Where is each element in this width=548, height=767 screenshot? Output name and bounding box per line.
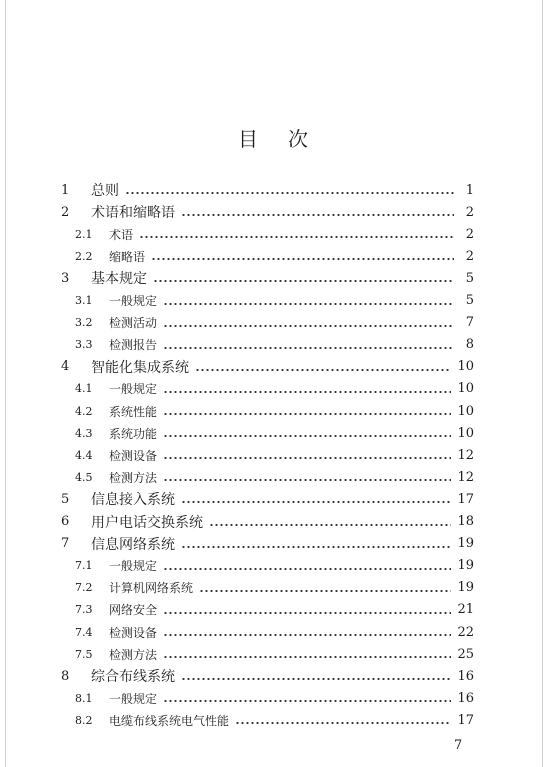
toc-entry-label: 信息网络系统 [91, 536, 175, 553]
toc-section-entry[interactable] [75, 379, 474, 399]
toc-entry-page: 1 [465, 182, 474, 198]
toc-leader-dots [235, 722, 451, 724]
toc-leader-dots [163, 656, 451, 658]
toc-section-entry[interactable] [75, 467, 474, 487]
toc-leader-dots [163, 700, 451, 702]
toc-entry-label: 检测报告 [109, 338, 158, 353]
page-number: 7 [454, 738, 463, 753]
toc-entry-label: 检测方法 [109, 647, 158, 662]
toc-section-entry[interactable] [75, 600, 474, 620]
toc-entry-page: 16 [457, 690, 474, 706]
toc-entry-number: 3 [61, 270, 70, 286]
toc-entry-number: 2.2 [75, 249, 93, 263]
toc-entry-label: 基本规定 [91, 271, 147, 288]
toc-entry-page: 12 [457, 447, 474, 463]
toc-leader-dots [163, 435, 451, 437]
toc-entry-page: 5 [465, 293, 474, 308]
toc-entry-page: 2 [465, 204, 474, 220]
toc-entry-number: 8.2 [75, 713, 93, 727]
toc-entry-number: 4.3 [75, 426, 93, 440]
toc-entry-number: 3.2 [75, 316, 93, 330]
toc-chapter-entry[interactable] [61, 534, 474, 554]
toc-leader-dots [163, 612, 451, 614]
toc-entry-page: 19 [457, 536, 474, 552]
toc-section-entry[interactable] [75, 246, 474, 266]
toc-section-entry[interactable] [75, 578, 474, 598]
toc-entry-number: 2 [61, 204, 70, 220]
toc-entry-number: 8 [61, 668, 70, 684]
toc-entry-number: 7.5 [75, 647, 93, 661]
toc-entry-number: 4.4 [75, 448, 93, 462]
toc-entry-page: 21 [457, 602, 474, 618]
toc-entry-page: 2 [465, 226, 474, 242]
toc-section-entry[interactable] [75, 401, 474, 421]
toc-leader-dots [139, 236, 454, 238]
toc-entry-page: 16 [457, 668, 474, 684]
toc-entry-label: 术语和缩略语 [91, 205, 175, 222]
toc-entry-label: 网络安全 [109, 603, 158, 618]
toc-entry-number: 7.1 [75, 559, 93, 573]
toc-entry-label: 一般规定 [109, 294, 158, 308]
toc-section-entry[interactable] [75, 688, 474, 708]
toc-chapter-entry[interactable] [61, 202, 474, 222]
toc-entry-page: 12 [457, 469, 474, 485]
toc-leader-dots [181, 678, 451, 680]
toc-leader-dots [163, 303, 454, 305]
toc-entry-page: 2 [465, 248, 474, 264]
toc-entry-label: 系统功能 [109, 426, 158, 441]
toc-entry-label: 用户电话交换系统 [91, 514, 203, 531]
toc-section-entry[interactable] [75, 335, 474, 355]
toc-entry-number: 4.2 [75, 404, 93, 418]
toc-chapter-entry[interactable] [61, 666, 474, 686]
toc-leader-dots [163, 413, 451, 415]
toc-entry-label: 一般规定 [109, 382, 158, 397]
toc-entry-label: 电缆布线系统电气性能 [109, 713, 230, 728]
toc-entry-number: 4.5 [75, 470, 93, 484]
toc-entry-number: 5 [61, 491, 70, 507]
title-part-2: 次 [288, 127, 310, 151]
toc-entry-page: 18 [457, 514, 474, 529]
toc-section-entry[interactable] [75, 423, 474, 443]
toc-entry-page: 17 [457, 491, 474, 507]
toc-entry-number: 4.1 [75, 382, 93, 396]
toc-entry-label: 检测方法 [109, 470, 158, 485]
toc-leader-dots [163, 391, 451, 393]
toc-leader-dots [163, 568, 451, 570]
toc-entry-page: 10 [457, 425, 474, 441]
toc-entry-number: 7.3 [75, 603, 93, 617]
toc-entry-number: 1 [61, 182, 70, 198]
toc-chapter-entry[interactable] [61, 489, 474, 509]
toc-entry-page: 7 [465, 315, 474, 331]
toc-entry-number: 8.1 [75, 691, 93, 705]
toc-entry-label: 智能化集成系统 [91, 359, 189, 376]
toc-leader-dots [163, 634, 451, 636]
toc-entry-page: 22 [457, 624, 474, 640]
toc-entry-page: 17 [457, 712, 474, 728]
toc-entry-number: 4 [61, 359, 70, 375]
title-part-1: 目 [238, 127, 260, 151]
toc-entry-label: 总则 [91, 183, 119, 199]
toc-entry-label: 术语 [109, 227, 134, 242]
toc-leader-dots [199, 590, 451, 592]
toc-entry-label: 检测设备 [109, 448, 158, 463]
toc-entry-number: 7.2 [75, 581, 93, 595]
toc-entry-label: 综合布线系统 [91, 669, 175, 686]
toc-entry-page: 5 [465, 270, 474, 286]
toc-section-entry[interactable] [75, 622, 474, 642]
toc-entry-label: 信息接入系统 [91, 492, 175, 509]
toc-leader-dots [163, 347, 454, 349]
toc-section-entry[interactable] [75, 224, 474, 244]
toc-chapter-entry[interactable] [61, 512, 474, 532]
toc-section-entry[interactable] [75, 556, 474, 576]
toc-section-entry[interactable] [75, 710, 474, 730]
toc-leader-dots [209, 524, 451, 526]
toc-leader-dots [151, 258, 454, 260]
toc-leader-dots [195, 369, 451, 371]
toc-chapter-entry[interactable] [61, 180, 474, 200]
page-title [0, 123, 548, 152]
toc-entry-number: 3.3 [75, 338, 93, 352]
toc-chapter-entry[interactable] [61, 268, 474, 288]
toc-leader-dots [163, 479, 451, 481]
toc-entry-page: 8 [465, 337, 474, 353]
toc-entry-label: 一般规定 [109, 691, 158, 706]
toc-entry-page: 19 [457, 558, 474, 574]
toc-entry-number: 7 [61, 536, 70, 552]
toc-section-entry[interactable] [75, 445, 474, 465]
toc-leader-dots [125, 192, 454, 194]
toc-entry-label: 系统性能 [109, 404, 158, 419]
toc-leader-dots [181, 546, 451, 548]
toc-entry-label: 一般规定 [109, 559, 158, 574]
toc-section-entry[interactable] [75, 644, 474, 664]
toc-leader-dots [163, 457, 451, 459]
toc-leader-dots [181, 214, 454, 216]
toc-entry-number: 2.1 [75, 227, 93, 241]
toc-entry-label: 检测活动 [109, 316, 158, 331]
toc-entry-page: 10 [457, 403, 474, 419]
toc-entry-number: 7.4 [75, 625, 93, 639]
toc-entry-number: 3.1 [75, 294, 93, 307]
toc-entry-label: 缩略语 [109, 249, 146, 264]
toc-entry-page: 10 [457, 381, 474, 397]
toc-section-entry[interactable] [75, 313, 474, 333]
toc-entry-page: 19 [457, 580, 474, 596]
toc-entry-page: 10 [457, 359, 474, 375]
toc-entry-label: 计算机网络系统 [109, 581, 194, 596]
toc-leader-dots [181, 501, 451, 503]
toc-entry-label: 检测设备 [109, 625, 158, 640]
toc-chapter-entry[interactable] [61, 357, 474, 377]
toc-entry-page: 25 [457, 646, 474, 662]
toc-leader-dots [153, 280, 454, 282]
toc-entry-number: 6 [61, 514, 70, 529]
toc-section-entry[interactable] [75, 291, 474, 311]
toc-leader-dots [163, 325, 454, 327]
